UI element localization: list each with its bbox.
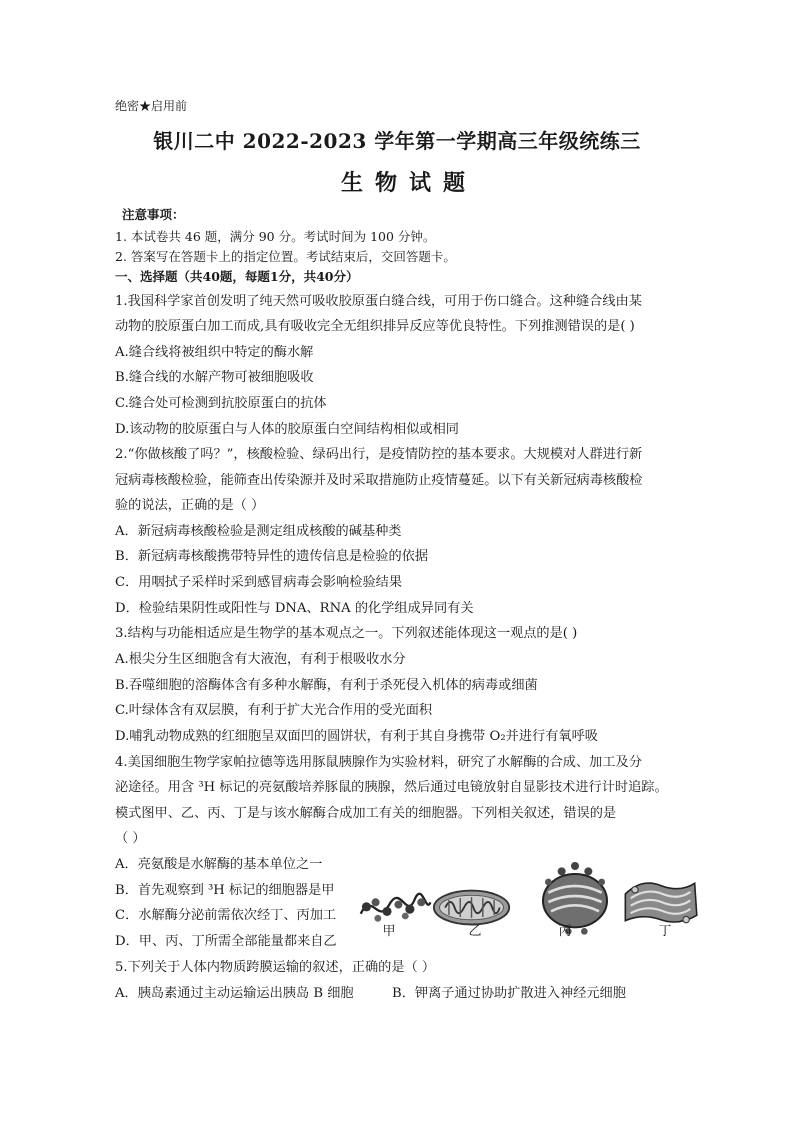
option: A.缝合线将被组织中特定的酶水解 [115,345,314,360]
question-text: 模式图甲、乙、丙、丁是与该水解酶合成加工有关的细胞器。下列相关叙述，错误的是 [115,806,617,821]
option: D.哺乳动物成熟的红细胞呈双面凹的圆饼状，有利于其自身携带 O₂并进行有氧呼吸 [115,729,598,744]
figure-label: 丙 [558,924,572,939]
option: C.叶绿体含有双层膜，有利于扩大光合作用的受光面积 [115,703,433,718]
question-text: 2.“你做核酸了吗？”，核酸检验、绿码出行，是疫情防控的基本要求。大规模对人群进行新 [115,447,643,462]
option: B．首先观察到 ³H 标记的细胞器是甲 [115,883,335,898]
option: A．胰岛素通过主动运输运出胰岛 B 细胞 [115,986,354,1001]
question-text: 4.美国细胞生物学家帕拉德等选用豚鼠胰腺作为实验材料，研究了水解酶的合成、加工及分 [115,755,642,770]
option: A．新冠病毒核酸检验是测定组成核酸的碱基种类 [115,524,402,539]
question-text: （ ） [115,831,146,846]
question-text: 泌途径。用含 ³H 标记的亮氨酸培养豚鼠的胰腺，然后通过电镜放射自显影技术进行计时追踪。 [115,780,668,795]
option: C.缝合处可检测到抗胶原蛋白的抗体 [115,396,327,411]
option: D．检验结果阴性或阳性与 DNA、RNA 的化学组成异同有关 [115,601,474,616]
option: D．甲、丙、丁所需全部能量都来自乙 [115,934,337,949]
option: A．亮氨酸是水解酶的基本单位之一 [115,857,323,872]
notice-item: 1. 本试卷共 46 题，满分 90 分。考试时间为 100 分钟。 [115,229,436,244]
section-heading: 一、选择题（共40题，每题1分，共40分） [115,269,359,284]
subject-title: 生物试题 [340,170,477,196]
question-text: 动物的胶原蛋白加工而成,具有吸收完全无组织排异反应等优良特性。下列推测错误的是( ) [115,319,635,334]
notice-item: 2. 答案写在答题卡上的指定位置。考试结束后，交回答题卡。 [115,249,456,264]
notice-title: 注意事项： [122,207,185,222]
question-text: 3.结构与功能相适应是生物学的基本观点之一。下列叙述能体现这一观点的是( ) [115,626,578,641]
figure-label: 甲 [382,924,396,939]
option: D.该动物的胶原蛋白与人体的胶原蛋白空间结构相似或相同 [115,422,459,437]
option: C．用咽拭子采样时采到感冒病毒会影响检验结果 [115,575,403,590]
option: B.缝合线的水解产物可被细胞吸收 [115,370,314,385]
question-text: 验的说法，正确的是（ ） [115,498,265,513]
option: C．水解酶分泌前需依次经丁、丙加工 [115,908,337,923]
figure-label: 乙 [468,924,482,939]
question-text: 1.我国科学家首创发明了纯天然可吸收胶原蛋白缝合线，可用于伤口缝合。这种缝合线由某 [115,294,642,309]
option: B.吞噬细胞的溶酶体含有多种水解酶，有利于杀死侵入机体的病毒或细菌 [115,678,538,693]
question-text: 5.下列关于人体内物质跨膜运输的叙述，正确的是（ ） [115,960,436,975]
option: B．钾离子通过协助扩散进入神经元细胞 [392,986,626,1001]
figure-label: 丁 [658,924,672,939]
option: B．新冠病毒核酸携带特异性的遗传信息是检验的依据 [115,549,429,564]
secret-mark: 绝密★启用前 [115,99,188,113]
exam-title: 银川二中 2022-2023 学年第一学期高三年级统练三 [153,129,641,153]
question-text: 冠病毒核酸检验，能筛查出传染源并及时采取措施防止疫情蔓延。以下有关新冠病毒核酸检 [115,473,643,488]
option: A.根尖分生区细胞含有大液泡，有利于根吸收水分 [115,652,406,667]
